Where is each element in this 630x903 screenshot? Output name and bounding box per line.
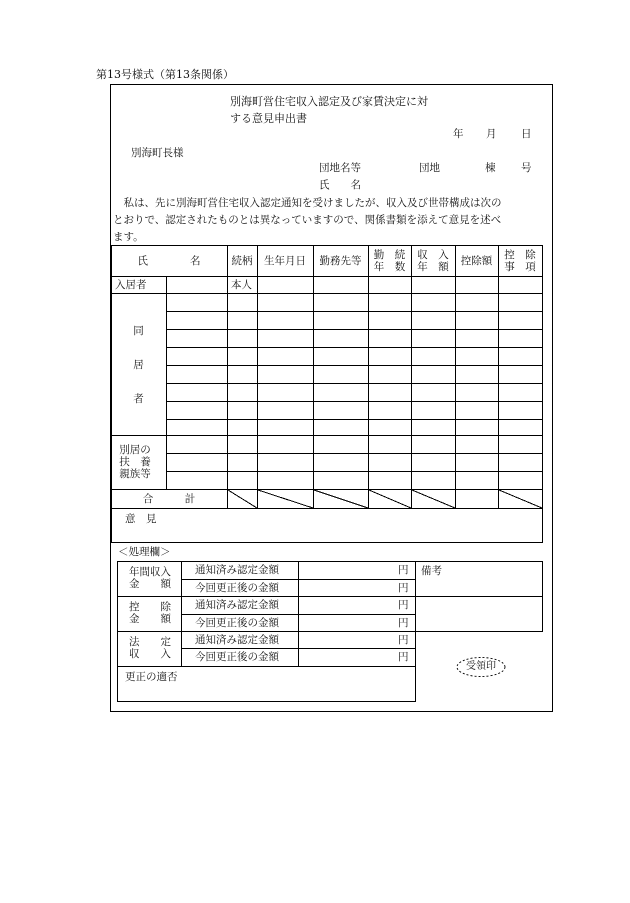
yen-unit-4: 円 — [398, 617, 409, 629]
revised-amount-label-2: 今回更正後の金額 — [195, 617, 279, 629]
complex-label: 団地 — [419, 162, 440, 174]
resident-label: 入居者 — [115, 279, 147, 291]
body-line-3: ます。 — [113, 231, 144, 243]
header-annual-income: 収 入 年 額 — [417, 249, 449, 273]
header-workplace: 勤務先等 — [319, 255, 362, 267]
application-form — [110, 84, 553, 712]
complex-name-label: 団地名等 — [319, 162, 361, 174]
validity-label: 更正の適否 — [125, 671, 178, 683]
deduction-label: 控 除 金 額 — [129, 601, 171, 625]
notified-amount-label-1: 通知済み認定金額 — [195, 564, 279, 576]
body-line-2: とおりで、認定されたものとは異なっていますので、関係書類を添えて意見を述べ — [113, 214, 502, 226]
notified-amount-label-2: 通知済み認定金額 — [195, 599, 279, 611]
addressee: 別海町長様 — [131, 147, 184, 159]
yen-unit-1: 円 — [398, 564, 409, 576]
header-birthdate: 生年月日 — [264, 255, 306, 267]
separate-dependents-label: 別居の 扶 養 親族等 — [119, 444, 151, 480]
form-id: 第13号様式（第13条関係） — [96, 68, 234, 81]
header-relation: 続柄 — [231, 255, 253, 267]
revised-amount-label-3: 今回更正後の金額 — [195, 651, 279, 663]
yen-unit-2: 円 — [398, 582, 409, 594]
opinion-label: 意 見 — [125, 513, 157, 525]
yen-unit-5: 円 — [398, 634, 409, 646]
remarks-label: 備考 — [421, 565, 442, 577]
annual-income-label: 年間収入 金 額 — [129, 566, 171, 590]
legal-income-label: 法 定 収 入 — [129, 636, 171, 660]
date-month: 月 — [486, 128, 497, 140]
form-title-line-1: 別海町営住宅収入認定及び家賃決定に対 — [230, 95, 428, 108]
processing-title: ＜処理欄＞ — [118, 546, 171, 558]
cohabitant-label-2: 居 — [133, 359, 144, 371]
receipt-stamp: 受領印 — [466, 661, 496, 672]
yen-unit-6: 円 — [398, 651, 409, 663]
form-title-line-2: する意見申出書 — [230, 112, 307, 125]
header-years-employed: 勤 続 年 数 — [373, 249, 406, 273]
revised-amount-label-1: 今回更正後の金額 — [195, 582, 279, 594]
cohabitant-label-3: 者 — [133, 393, 144, 405]
applicant-name-label: 氏 名 — [319, 179, 361, 191]
header-deduction-items: 控 除 事 項 — [504, 249, 536, 273]
building-label: 棟 — [485, 162, 496, 174]
total-label: 合 計 — [142, 493, 196, 505]
notified-amount-label-3: 通知済み認定金額 — [195, 634, 279, 646]
cohabitant-label-1: 同 — [133, 325, 144, 337]
number-label: 号 — [521, 162, 532, 174]
date-year: 年 — [453, 128, 464, 140]
self-label: 本人 — [231, 279, 252, 291]
header-deduction-amount: 控除額 — [460, 255, 493, 267]
date-day: 日 — [521, 128, 532, 140]
body-line-1: 私は、先に別海町営住宅収入認定通知を受けましたが、収入及び世帯構成は次の — [113, 197, 502, 209]
yen-unit-3: 円 — [398, 599, 409, 611]
header-name: 氏 名 — [137, 255, 201, 267]
